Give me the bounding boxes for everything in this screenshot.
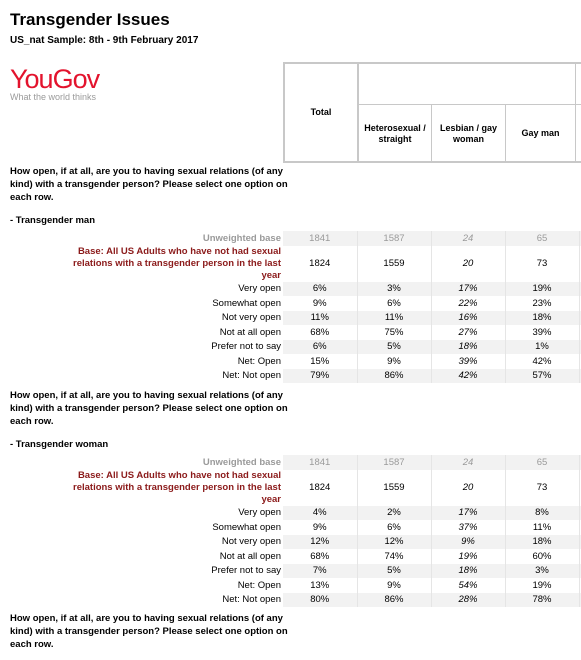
row-label: Very open (70, 282, 283, 297)
cell: 5% (357, 564, 431, 579)
cell: 1587 (357, 231, 431, 246)
cell: 73 (505, 246, 579, 282)
cell: 9% (283, 296, 357, 311)
cell: 74% (357, 549, 431, 564)
cell: 11% (505, 520, 579, 535)
cell: 20 (431, 246, 505, 282)
cell: 78% (505, 593, 579, 608)
cell: 39% (431, 354, 505, 369)
cell: 18% (431, 564, 505, 579)
cell: 42% (505, 354, 579, 369)
cell: 5% (357, 340, 431, 355)
cell: 2% (357, 506, 431, 521)
question-text: How open, if at all, are you to having sexual relations (of any kind) with a transgender person? Please select one option on each row. (10, 390, 288, 427)
cell: 4% (283, 506, 357, 521)
cell: 24 (431, 231, 505, 246)
logo-wordmark: YouGov (10, 64, 100, 94)
table-row (70, 520, 581, 535)
cell: 9% (431, 535, 505, 550)
cell: 1% (505, 340, 579, 355)
cell: 73 (505, 470, 579, 506)
logo-tagline: What the world thinks (10, 92, 97, 102)
header-frame-bottom (283, 161, 581, 163)
cell: 17% (431, 282, 505, 297)
row-label: Not very open (70, 311, 283, 326)
row-label: Net: Open (237, 579, 281, 591)
table-row (70, 354, 581, 369)
cell: 12% (357, 535, 431, 550)
page-title: Transgender Issues (10, 10, 170, 29)
table-row (70, 325, 581, 340)
table-row (70, 535, 581, 550)
cell: 13% (283, 578, 357, 593)
column-header-lesbian: Lesbian / gay woman (439, 122, 498, 144)
cell: 23% (505, 296, 579, 311)
cell: 42% (431, 369, 505, 384)
cell: 1587 (357, 455, 431, 470)
row-label: Base: All US Adults who have not had sexual relations with a transgender person in the last year (73, 245, 281, 281)
cell: 24 (431, 455, 505, 470)
sample-subtitle: US_nat Sample: 8th - 9th February 2017 (10, 35, 199, 46)
table-row (70, 311, 581, 326)
cell: 7% (283, 564, 357, 579)
cell: 3% (505, 564, 579, 579)
cell: 18% (505, 311, 579, 326)
row-label: Base: All US Adults who have not had sexual relations with a transgender person in the last year (73, 469, 281, 505)
yougov-logo (10, 66, 99, 102)
row-label: Prefer not to say (70, 340, 283, 355)
cell: 12% (283, 535, 357, 550)
cell: 6% (357, 520, 431, 535)
cell: 11% (283, 311, 357, 326)
cell: 20 (431, 470, 505, 506)
cell: 19% (431, 549, 505, 564)
results-table (70, 455, 581, 607)
cell: 65 (505, 455, 579, 470)
cell: 79% (283, 369, 357, 384)
cell: 80% (283, 593, 357, 608)
unweighted-base-row (70, 455, 581, 470)
cell: 8% (505, 506, 579, 521)
table-row (70, 340, 581, 355)
table-row (70, 282, 581, 297)
table-row (70, 506, 581, 521)
cell: 9% (357, 354, 431, 369)
row-label: Net: Not open (70, 369, 283, 384)
cell: 1824 (283, 246, 357, 282)
cell: 1559 (357, 470, 431, 506)
cell: 68% (283, 549, 357, 564)
header-col-divider-4 (575, 64, 576, 162)
question-text: How open, if at all, are you to having sexual relations (of any kind) with a transgender person? Please select one option on each row. (10, 613, 288, 650)
cell: 86% (357, 593, 431, 608)
cell: 22% (431, 296, 505, 311)
cell: 1824 (283, 470, 357, 506)
row-label: Unweighted base (70, 231, 283, 246)
cell: 17% (431, 506, 505, 521)
row-label: Unweighted base (70, 455, 283, 470)
row-label: Somewhat open (212, 297, 281, 309)
cell: 19% (505, 282, 579, 297)
base-row (70, 246, 581, 282)
column-header-gay-man: Gay man (521, 128, 560, 138)
unweighted-base-row (70, 231, 581, 246)
cell: 39% (505, 325, 579, 340)
table-row (70, 593, 581, 608)
cell: 1841 (283, 231, 357, 246)
row-label: Not at all open (219, 550, 281, 562)
cell: 65 (505, 231, 579, 246)
cell: 37% (431, 520, 505, 535)
cell: 18% (505, 535, 579, 550)
cell: 68% (283, 325, 357, 340)
table-row (70, 564, 581, 579)
row-label: Very open (70, 506, 283, 521)
cell: 18% (431, 340, 505, 355)
cell: 16% (431, 311, 505, 326)
table-row (70, 549, 581, 564)
table-row (70, 578, 581, 593)
cell: 11% (357, 311, 431, 326)
row-label: Net: Open (237, 355, 281, 367)
cell: 60% (505, 549, 579, 564)
cell: 86% (357, 369, 431, 384)
cell: 19% (505, 578, 579, 593)
question-text: How open, if at all, are you to having sexual relations (of any kind) with a transgender person? Please select one option on each row. (10, 166, 288, 203)
cell: 1559 (357, 246, 431, 282)
table-row (70, 296, 581, 311)
cell: 6% (357, 296, 431, 311)
cell: 57% (505, 369, 579, 384)
cell: 9% (357, 578, 431, 593)
results-table (70, 231, 581, 383)
cell: 28% (431, 593, 505, 608)
cell: 27% (431, 325, 505, 340)
row-label: Not very open (70, 535, 283, 550)
cell: 3% (357, 282, 431, 297)
cell: 15% (283, 354, 357, 369)
cell: 1841 (283, 455, 357, 470)
table-row (70, 369, 581, 384)
section-title: - Transgender man (10, 215, 95, 226)
cell: 54% (431, 578, 505, 593)
row-label: Prefer not to say (70, 564, 283, 579)
column-header-total: Total (310, 107, 332, 117)
section-title: - Transgender woman (10, 439, 109, 450)
cell: 75% (357, 325, 431, 340)
cell: 9% (283, 520, 357, 535)
header-subline (359, 104, 581, 105)
row-label: Somewhat open (212, 521, 281, 533)
cell: 6% (283, 340, 357, 355)
row-label: Net: Not open (70, 593, 283, 608)
cell: 6% (283, 282, 357, 297)
base-row (70, 470, 581, 506)
column-header-heterosexual: Heterosexual / straight (364, 122, 426, 144)
row-label: Not at all open (219, 326, 281, 338)
